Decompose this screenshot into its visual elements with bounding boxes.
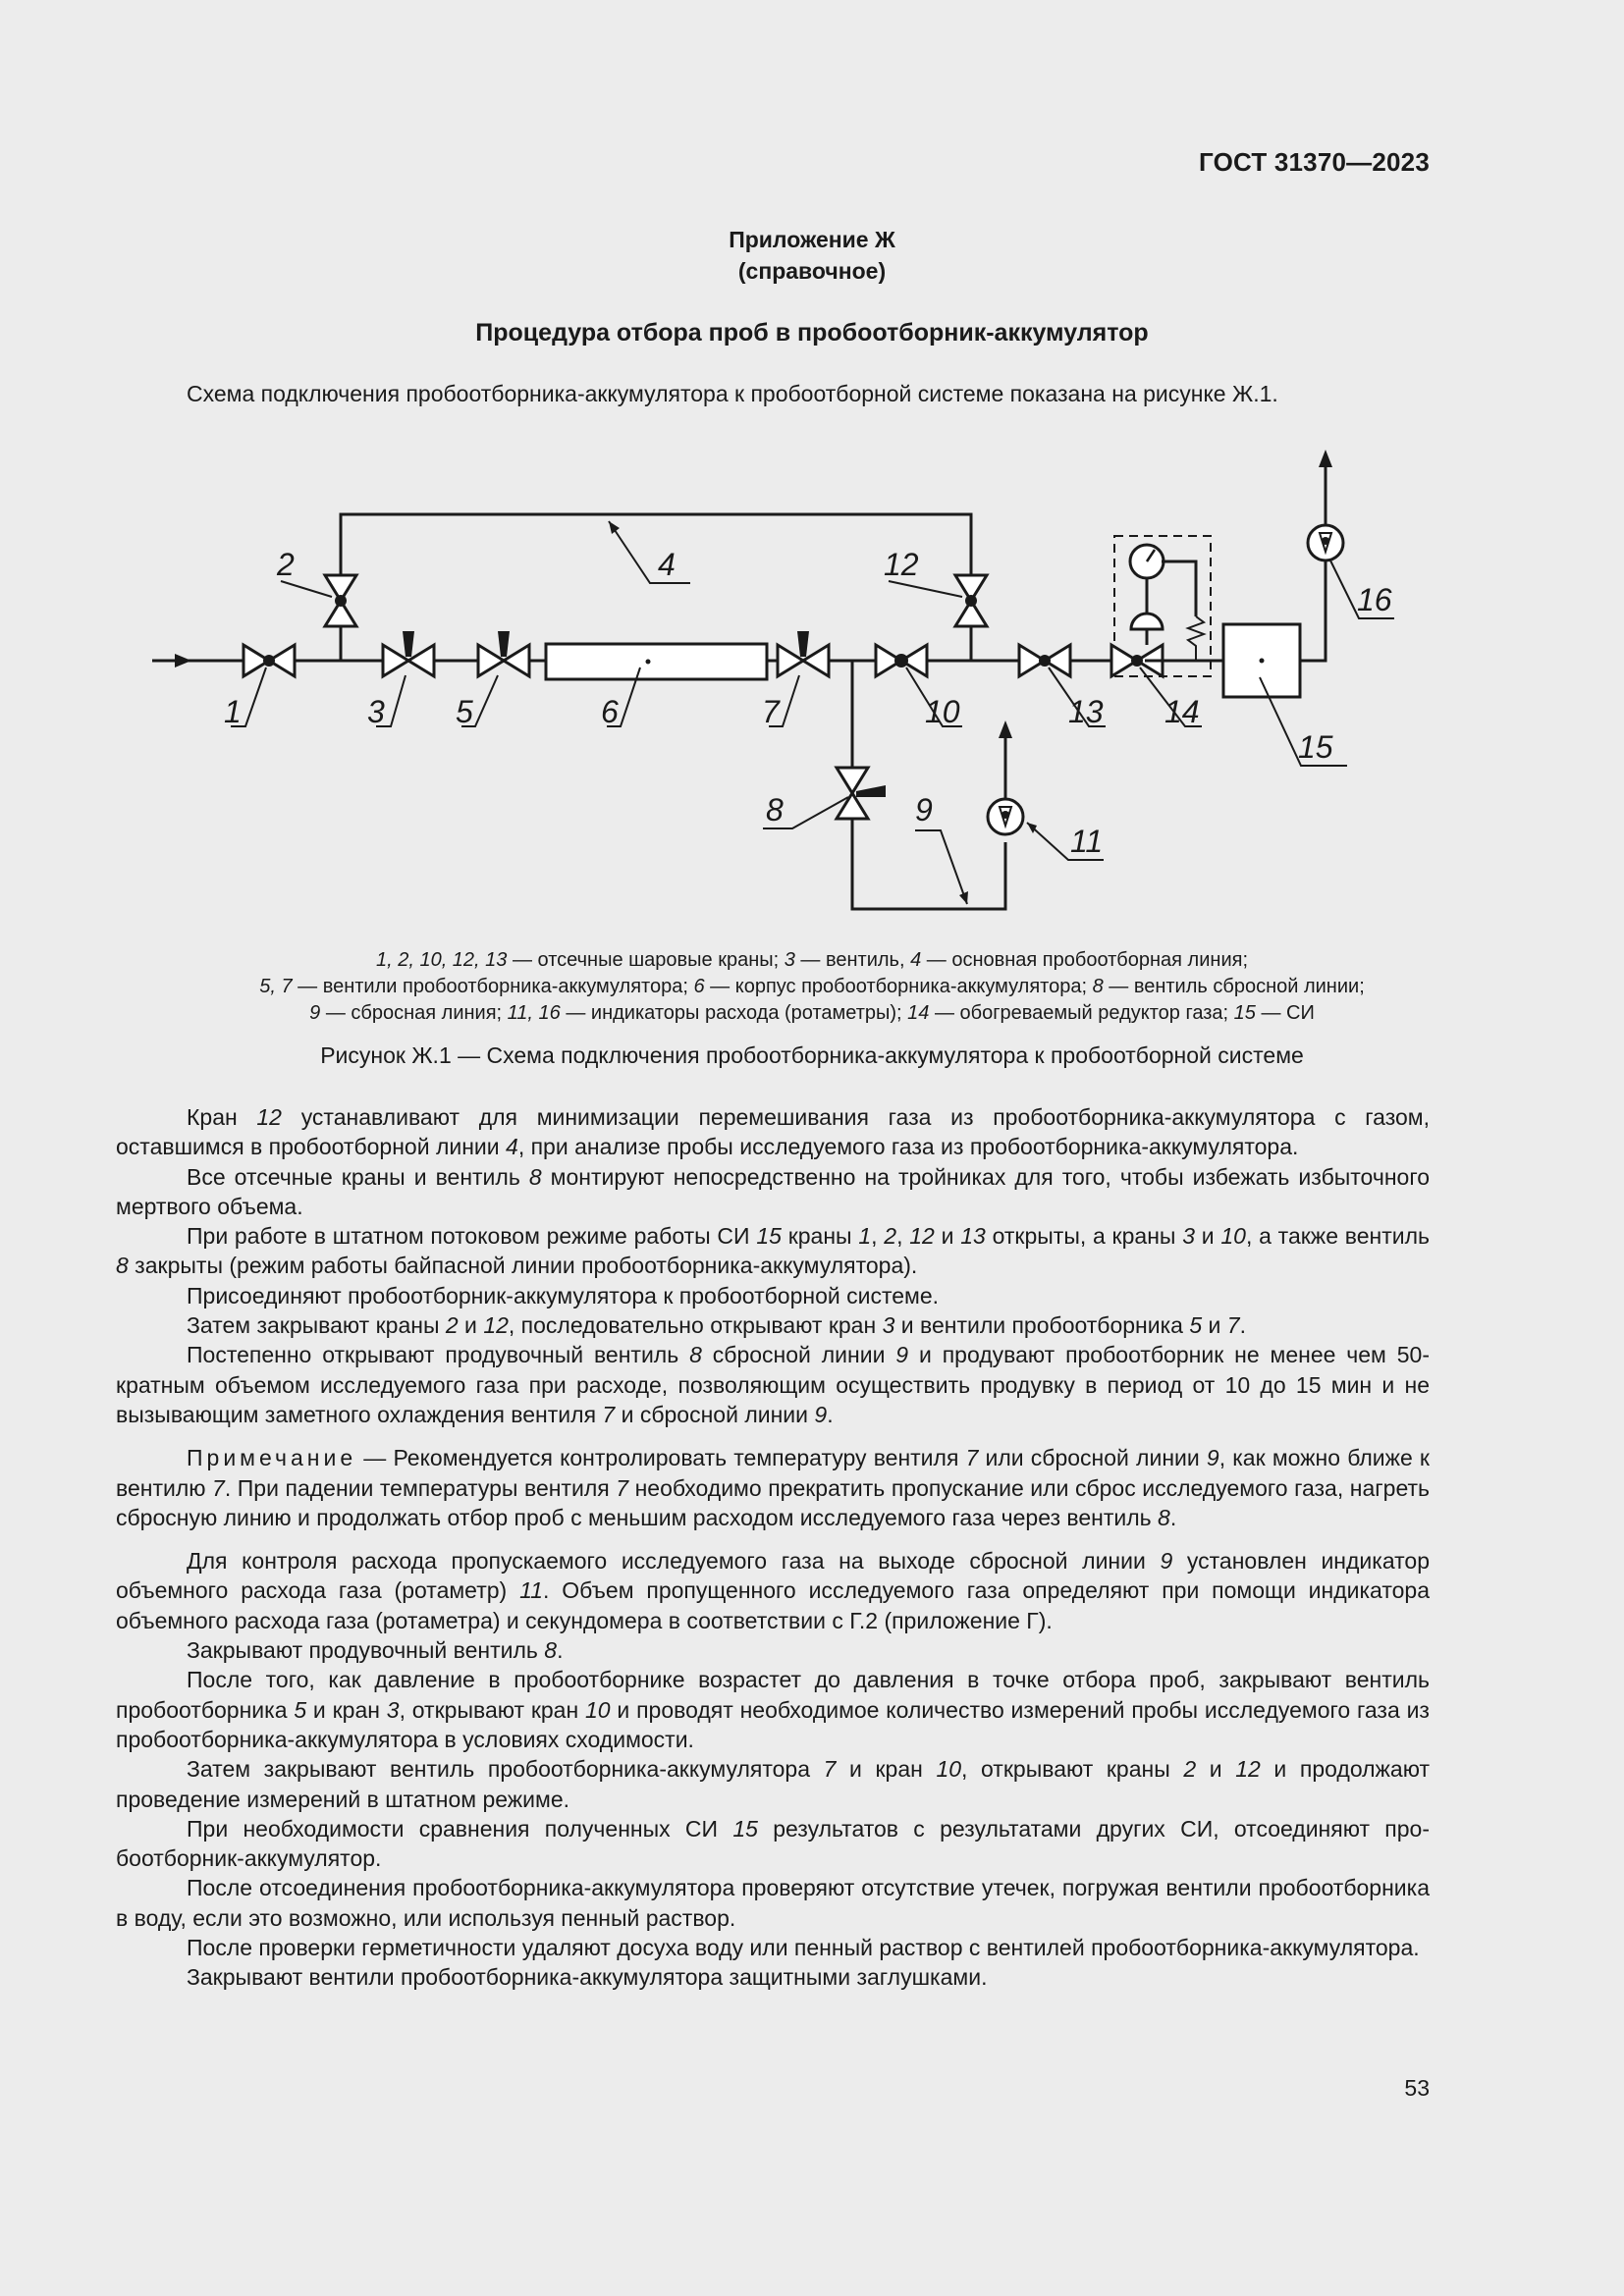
text-run: 3 [1182,1223,1195,1250]
text-run: . [827,1401,834,1427]
text-run: 7 [1226,1312,1240,1339]
text-run: , последовательно открывают кран [508,1312,883,1339]
text-run: Присоединяют пробоотборник-аккумулятора к пробоотборной системе. [187,1282,940,1308]
figure-caption: Рисунок Ж.1 — Схема подключения пробоотборника-аккумулятора к пробоотборной системе [320,1042,1304,1068]
text-run: 2 [445,1312,459,1339]
label-14: 14 [1164,694,1200,729]
text-run: 7 [602,1401,616,1427]
text-run: 7 [616,1474,629,1501]
label-16: 16 [1357,582,1392,617]
text-run: 9 [1206,1445,1219,1471]
text-run: 12 [909,1223,935,1250]
body-paragraph [116,1665,1430,1754]
text-run: 7 [965,1445,979,1471]
text-run: После отсоединения пробоотборника-аккумулятора проверяют отсутствие утечек, погружая вентили пробоотборника в воду, если это возможно, или используя пенный раствор. [116,1875,1430,1931]
body-paragraph [116,1443,1430,1532]
valve-2 [325,575,356,626]
text-run: При работе в штатном потоковом режиме работы СИ [187,1223,757,1250]
text-run: При необходимости сравнения полученных СИ [187,1815,733,1842]
text-run: и вентили пробоотборника [894,1312,1190,1339]
text-run: и кран [306,1696,387,1723]
text-run: 12 [483,1312,509,1339]
text-run: 7 [823,1756,837,1783]
text-run: и [1196,1756,1236,1783]
legend-num: 1, 2, 10, 12, 13 [375,949,508,971]
legend-text: — обогреваемый редуктор газа; [929,1002,1234,1024]
analyzer-box-15 [1223,545,1326,697]
text-run: , открывают кран [399,1696,585,1723]
text-run: и проводят необходимое количество измерений пробы исследуемого газа из пробоотборника-аккумулятора в условиях сходимости. [116,1696,1430,1752]
text-run: 4 [506,1134,518,1160]
label-15: 15 [1298,729,1333,765]
label-1: 1 [224,694,242,729]
valve-13 [1019,645,1070,676]
body-paragraph [116,1162,1430,1222]
standard-number: ГОСТ 31370—2023 [1199,147,1430,177]
legend-num: 14 [907,1002,930,1024]
text-run: , открывают краны [961,1756,1184,1783]
label-10: 10 [925,694,960,729]
text-run: и кран [836,1756,937,1783]
label-9: 9 [915,792,933,828]
text-run: . [557,1637,564,1664]
legend-text: — СИ [1255,1002,1315,1024]
rotameter-11 [988,721,1023,834]
body-paragraph [116,1546,1430,1635]
text-run: 12 [256,1104,282,1130]
valve-3 [383,631,434,676]
legend-num: 5, 7 [259,976,293,997]
valve-12 [955,575,987,626]
legend-num: 3 [784,949,795,971]
intro-paragraph: Схема подключения пробоотборника-аккумулятора к пробоотборной системе показана на рисунке Ж.1. [187,381,1278,406]
legend-text: — основная пробоотборная линия; [921,949,1249,971]
text-run: 10 [936,1756,962,1783]
legend-text: — вентили пробоотборника-аккумулятора; [292,976,694,997]
text-run: 10 [1220,1223,1246,1250]
text-run: Затем закрывают краны [187,1312,446,1339]
legend-text: — вентиль сбросной линии; [1103,976,1365,997]
text-run: 13 [960,1223,986,1250]
text-run: . Объем пропущенного исследуемого газа определяют при помощи индикатора объемного расхода газа (ротаметра) и секундомера в соответствии с Г.2 (приложение Г). [116,1577,1430,1633]
text-run: устанавливают для минимизации перемешивания газа из пробоотборника-аккумулятора с газом, оставшимся в пробоотборной линии [116,1104,1430,1160]
text-run: 3 [386,1696,400,1723]
valve-10 [876,645,927,676]
text-run: и продолжают проведение измерений в штатном режиме. [116,1756,1430,1812]
body-paragraph [116,1962,1430,1992]
section-heading: Процедура отбора проб в пробоотборник-аккумулятор [475,319,1149,347]
text-run: Постепенно открывают продувочный вентиль [187,1342,690,1368]
label-11: 11 [1070,824,1104,859]
text-run: , [896,1223,910,1250]
body-paragraph [116,1635,1430,1665]
body-paragraph [116,1754,1430,1814]
text-run: 3 [882,1312,895,1339]
text-run: установлен индикатор объемного расхода газа (ротаметр) [116,1548,1430,1604]
text-run: , как можно ближе к вентилю [116,1445,1430,1501]
connection-diagram [0,432,1624,942]
text-run: 1 [858,1223,872,1250]
text-run: 8 [116,1253,129,1279]
text-run: 5 [1189,1312,1203,1339]
label-3: 3 [367,694,385,729]
text-run: 11 [519,1577,543,1604]
legend-text: — индикаторы расхода (ротаметры); [560,1002,908,1024]
text-run: или сбросной линии [978,1445,1207,1471]
valve-7 [778,631,829,676]
text-run: Примечание [187,1445,357,1471]
text-run: — Рекомендуется контролировать температуру вентиля [356,1445,966,1471]
text-run: . При падении температуры вентиля [224,1474,617,1501]
text-run: Для контроля расхода пропускаемого исследуемого газа на выходе сбросной линии [187,1548,1161,1575]
bypass-line [341,514,971,661]
body-paragraph [116,1814,1430,1874]
label-2: 2 [277,547,295,582]
label-13: 13 [1068,694,1104,729]
body-paragraph [116,1221,1430,1281]
legend-line [118,1000,1506,1027]
text-run: 7 [212,1474,225,1501]
text-run: 8 [544,1637,558,1664]
text-run: и [458,1312,484,1339]
text-run: , [871,1223,885,1250]
appendix-title: Приложение Ж [729,227,895,252]
body-paragraph [116,1281,1430,1310]
legend-line [118,974,1506,1000]
appendix-subtitle: (справочное) [737,258,887,284]
legend-num: 11, 16 [507,1002,561,1024]
text-run: 2 [884,1223,897,1250]
text-run: 15 [732,1815,758,1842]
text-run: и [934,1223,961,1250]
text-run: 8 [1158,1504,1170,1530]
text-run: Закрывают продувочный вентиль [187,1637,545,1664]
text-run: 9 [895,1342,909,1368]
heated-reducer-14 [1111,536,1211,676]
legend-text: — корпус пробоотборника-аккумулятора; [704,976,1093,997]
page-number: 53 [1404,2075,1430,2101]
rotameter-16 [1308,450,1343,561]
text-run: и сбросной линии [615,1401,815,1427]
leader-lines [231,521,1394,904]
text-run: Закрывают вентили пробоотборника-аккумулятора защитными заглушками. [187,1964,988,1991]
text-run: . [1169,1504,1177,1530]
body-paragraph [116,1873,1430,1933]
text-run: 10 [585,1696,611,1723]
text-run: 5 [294,1696,307,1723]
label-8: 8 [766,792,784,828]
valve-1 [244,645,295,676]
text-run: и [1202,1312,1227,1339]
legend-text: — отсечные шаровые краны; [507,949,785,971]
text-run: После проверки герметичности удаляют досуха воду или пенный раствор с вентилей пробоотборника-аккумулятора. [187,1935,1420,1961]
legend-text: — вентиль, [794,949,911,971]
body-paragraph [116,1310,1430,1340]
label-7: 7 [762,694,780,729]
text-run: 8 [528,1163,542,1190]
figure-legend [118,947,1506,1027]
label-5: 5 [456,694,473,729]
legend-num: 15 [1233,1002,1256,1024]
text-run: и [1195,1223,1221,1250]
body-paragraph [116,1340,1430,1429]
text-run: 9 [1160,1548,1173,1575]
legend-num: 6 [693,976,705,997]
body-paragraph [116,1102,1430,1162]
text-run: , при анализе пробы исследуемого газа из пробоотборника-аккумулятора. [517,1134,1299,1160]
text-run: закрыты (режим работы байпасной линии пробоотборника-аккумулятора). [128,1253,918,1279]
body-text [116,1102,1430,1993]
text-run: открыты, а краны [985,1223,1183,1250]
text-run: 8 [689,1342,702,1368]
legend-text: — сбросная линия; [320,1002,508,1024]
text-run: Кран [187,1104,257,1130]
text-run: сбросной линии [701,1342,896,1368]
text-run: 9 [814,1401,828,1427]
text-run: 15 [756,1223,782,1250]
drain-branch [837,661,1005,909]
label-12: 12 [884,547,919,582]
legend-num: 8 [1092,976,1104,997]
text-run: краны [781,1223,859,1250]
text-run: 12 [1235,1756,1261,1783]
label-4: 4 [658,547,676,582]
legend-num: 9 [309,1002,321,1024]
valve-5 [478,631,529,676]
text-run: После того, как давление в пробоотборнике возрастет до давления в точке отбора проб, закрывают вентиль пробоотборника [116,1667,1430,1723]
legend-line [118,947,1506,974]
text-run: результатов с результатами других СИ, отсоединяют пробоотборник-аккумулятор. [116,1815,1430,1872]
body-paragraph [116,1933,1430,1962]
text-run: необходимо прекратить пропускание или сброс исследуемого газа, нагреть сбросную линию и продолжать отбор проб с меньшим расходом исследуемого газа через вентиль [116,1474,1430,1530]
legend-num: 4 [910,949,922,971]
text-run: . [1239,1312,1246,1339]
text-run: , а также вентиль [1245,1223,1430,1250]
label-6: 6 [601,694,619,729]
text-run: и продувают пробоотборник не менее чем 50-кратным объемом исследуемого газа при расходе, позволяющим осуществить продувку в период от 10 до 15 мин и не вызывающим заметного охлаждения вентиля [116,1342,1430,1427]
text-run: Все отсечные краны и вентиль [187,1163,529,1190]
text-run: 2 [1183,1756,1197,1783]
text-run: Затем закрывают вентиль пробоотборника-аккумулятора [187,1756,824,1783]
text-run: монтируют непосредственно на тройниках для того, чтобы избежать избыточного мертвого объема. [116,1163,1430,1219]
sampler-vessel-6 [546,644,767,679]
